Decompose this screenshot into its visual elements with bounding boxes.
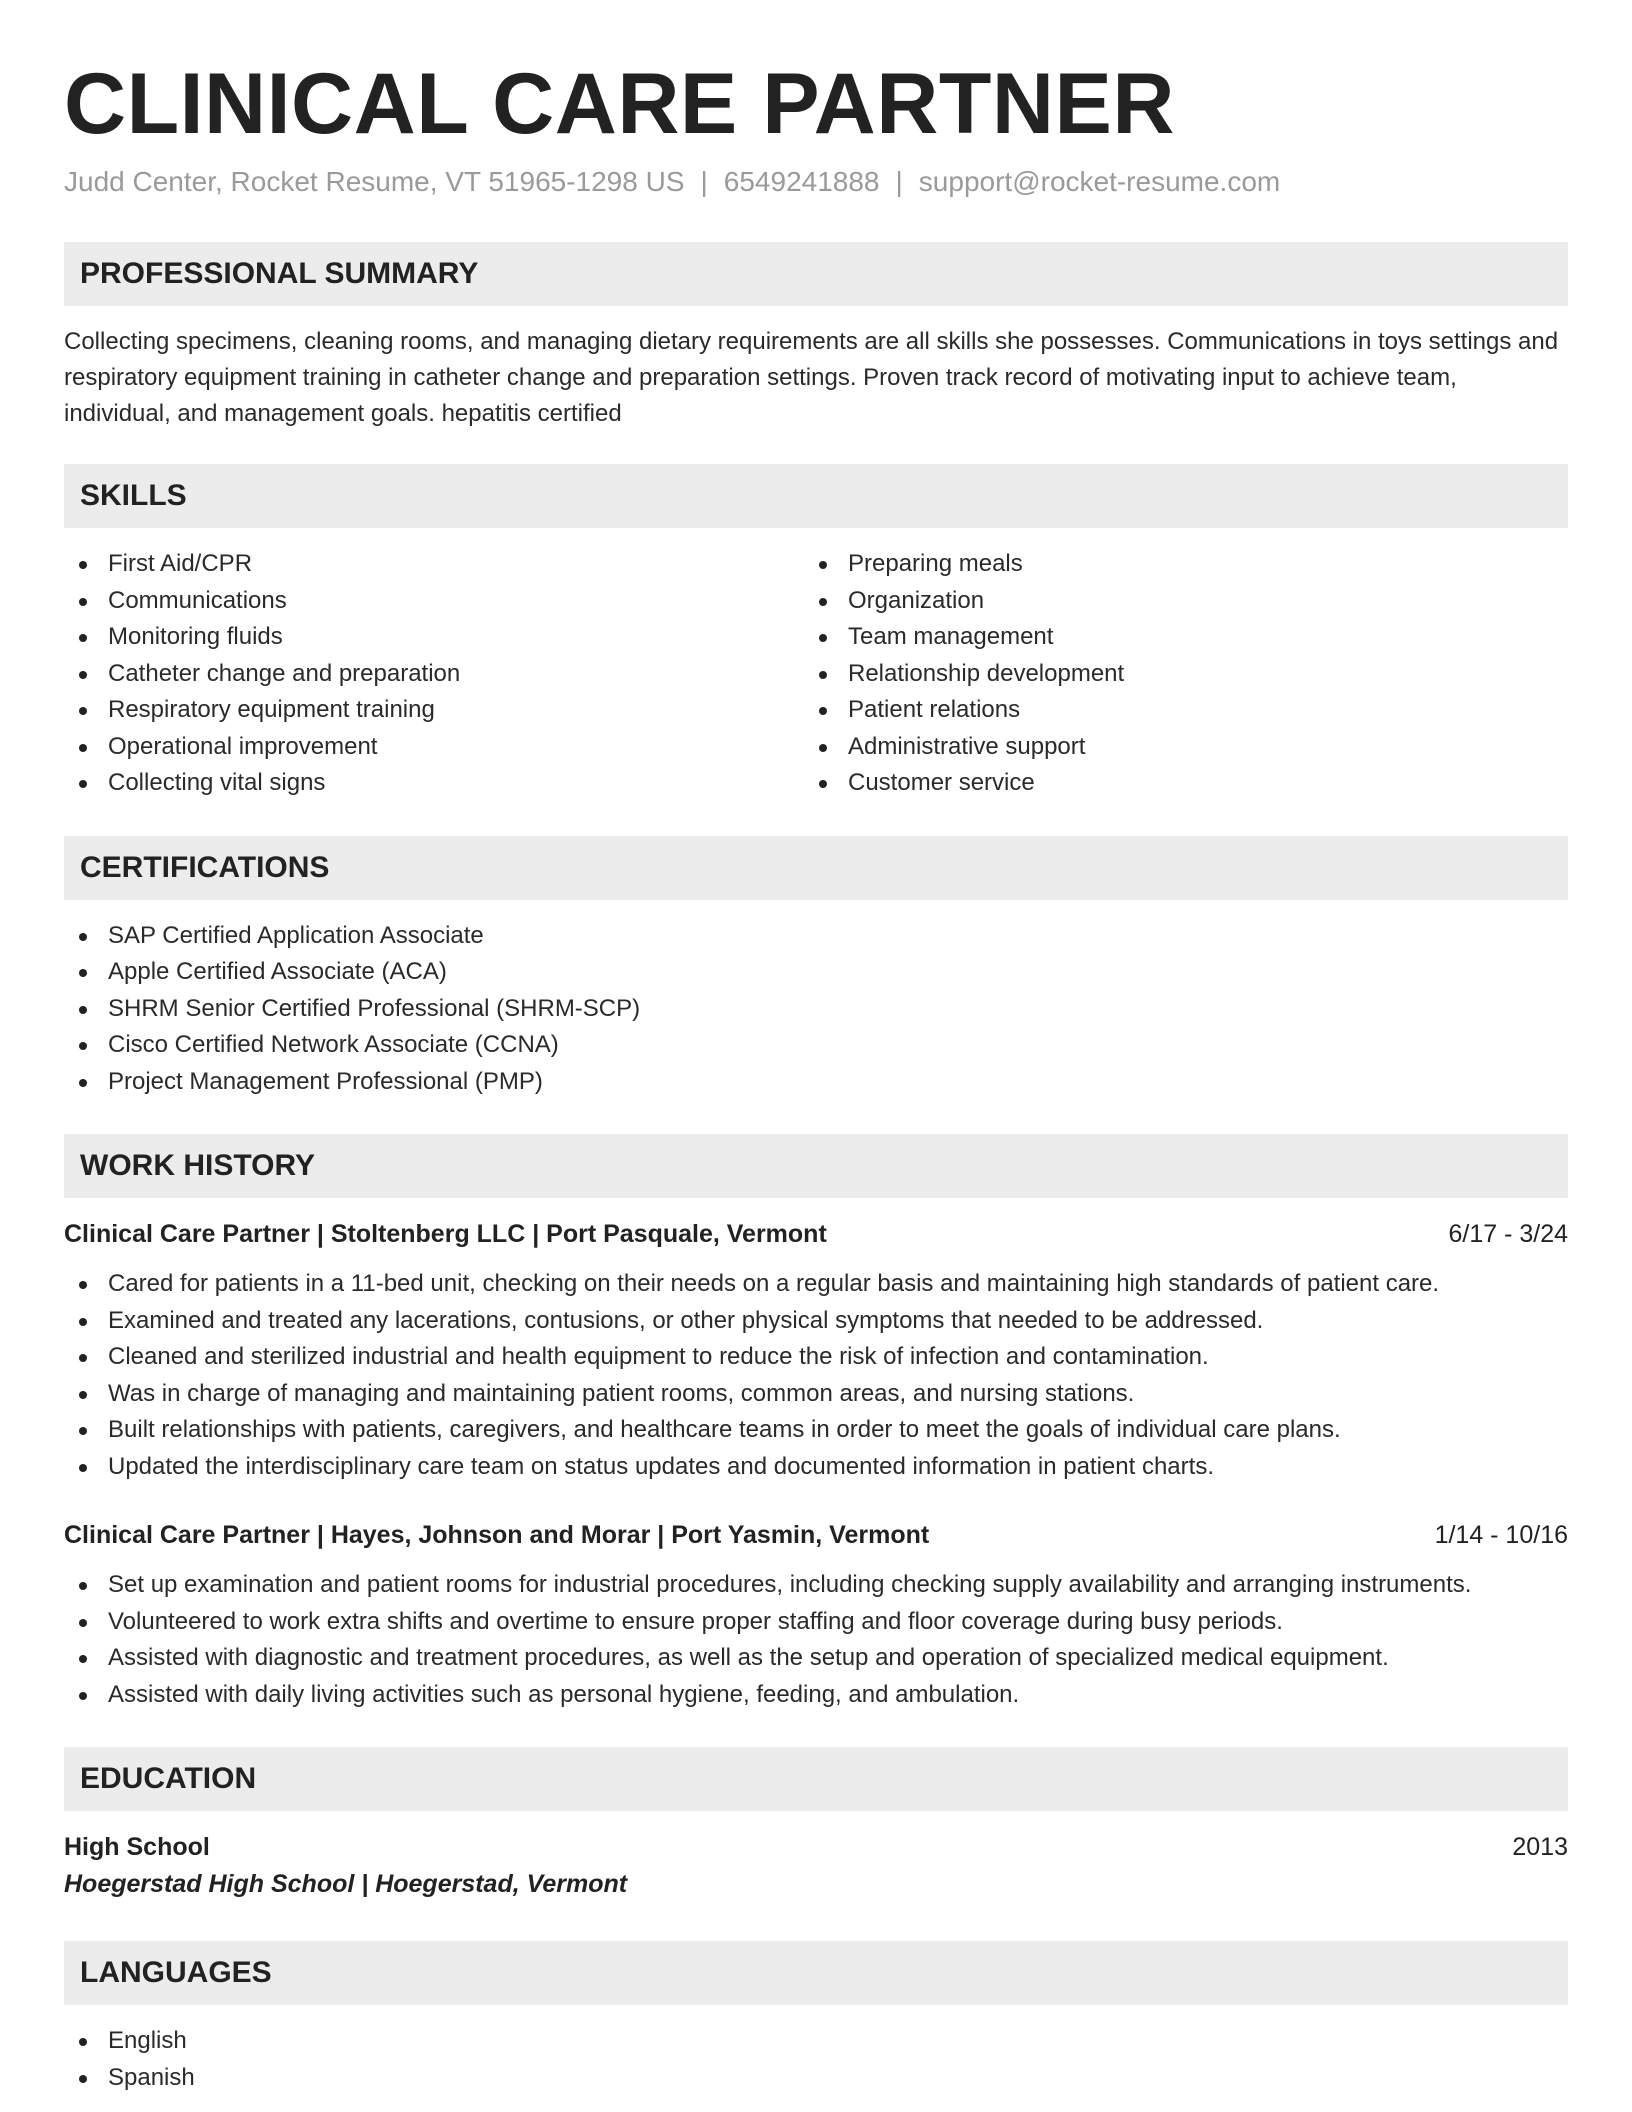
certification-item: Project Management Professional (PMP) (64, 1064, 1568, 1101)
skill-item: Relationship development (804, 656, 1544, 693)
job-bullet: Set up examination and patient rooms for industrial procedures, including checking supply availability and arranging instruments. (64, 1567, 1568, 1604)
job-bullet: Examined and treated any lacerations, contusions, or other physical symptoms that needed to be addressed. (64, 1303, 1568, 1340)
skill-item: Catheter change and preparation (64, 656, 804, 693)
contact-separator: | (895, 166, 903, 197)
job-entry (64, 1216, 1568, 1485)
section-header-education: EDUCATION (64, 1747, 1568, 1811)
job-dates: 1/14 - 10/16 (1434, 1521, 1568, 1549)
job-entry (64, 1517, 1568, 1713)
skill-item: Monitoring fluids (64, 619, 804, 656)
contact-separator: | (700, 166, 708, 197)
section-header-summary: PROFESSIONAL SUMMARY (64, 242, 1568, 306)
section-header-skills: SKILLS (64, 464, 1568, 528)
certifications-list (64, 918, 1568, 1101)
certification-item: Cisco Certified Network Associate (CCNA) (64, 1027, 1568, 1064)
skill-item: Customer service (804, 765, 1544, 802)
job-heading: Clinical Care Partner | Hayes, Johnson and Morar | Port Yasmin, Vermont (64, 1521, 930, 1549)
skill-item: Preparing meals (804, 546, 1544, 583)
languages-list (64, 2023, 1568, 2096)
summary-text: Collecting specimens, cleaning rooms, and managing dietary requirements are all skills she possesses. Communications in toys settings and respiratory equipment training in catheter change and preparation settings. Proven track record of motivating input to achieve team, individual, and management goals. hepatitis certified (64, 328, 1559, 427)
skill-item: First Aid/CPR (64, 546, 804, 583)
job-heading: Clinical Care Partner | Stoltenberg LLC | Port Pasquale, Vermont (64, 1220, 827, 1248)
job-header (64, 1517, 1568, 1553)
skill-item: Respiratory equipment training (64, 692, 804, 729)
education-year: 2013 (1512, 1833, 1568, 1861)
job-bullet: Cared for patients in a 11-bed unit, checking on their needs on a regular basis and maintaining high standards of patient care. (64, 1266, 1568, 1303)
skill-item: Administrative support (804, 729, 1544, 766)
job-header (64, 1216, 1568, 1252)
section-header-work-history: WORK HISTORY (64, 1134, 1568, 1198)
certification-item: SAP Certified Application Associate (64, 918, 1568, 955)
language-item: Spanish (64, 2060, 1568, 2097)
language-item: English (64, 2023, 1568, 2060)
job-bullet: Was in charge of managing and maintaining patient rooms, common areas, and nursing stations. (64, 1376, 1568, 1413)
job-bullet: Assisted with daily living activities such as personal hygiene, feeding, and ambulation. (64, 1677, 1568, 1714)
education-header (64, 1829, 1568, 1865)
education-school: Hoegerstad High School | Hoegerstad, Vermont (64, 1870, 628, 1898)
section-header-certifications: CERTIFICATIONS (64, 836, 1568, 900)
skill-item: Organization (804, 583, 1544, 620)
certification-item: Apple Certified Associate (ACA) (64, 954, 1568, 991)
certification-item: SHRM Senior Certified Professional (SHRM-SCP) (64, 991, 1568, 1028)
job-bullet: Assisted with diagnostic and treatment procedures, as well as the setup and operation of specialized medical equipment. (64, 1640, 1568, 1677)
skills-list-right (804, 546, 1544, 802)
skill-item: Operational improvement (64, 729, 804, 766)
skills-grid (64, 546, 1568, 802)
job-bullets (64, 1567, 1568, 1713)
contact-address: Judd Center, Rocket Resume, VT 51965-1298 US (64, 166, 685, 197)
section-header-languages: LANGUAGES (64, 1941, 1568, 2005)
job-bullet: Built relationships with patients, caregivers, and healthcare teams in order to meet the goals of individual care plans. (64, 1412, 1568, 1449)
skills-list-left (64, 546, 804, 802)
contact-phone: 6549241888 (723, 166, 880, 197)
skill-item: Communications (64, 583, 804, 620)
contact-line (64, 164, 1568, 200)
job-dates: 6/17 - 3/24 (1448, 1220, 1568, 1248)
skill-item: Team management (804, 619, 1544, 656)
job-bullet: Updated the interdisciplinary care team on status updates and documented information in patient charts. (64, 1449, 1568, 1486)
candidate-title: CLINICAL CARE PARTNER (64, 56, 1175, 152)
contact-email: support@rocket-resume.com (918, 166, 1281, 197)
skill-item: Collecting vital signs (64, 765, 804, 802)
job-bullet: Cleaned and sterilized industrial and health equipment to reduce the risk of infection and contamination. (64, 1339, 1568, 1376)
job-bullet: Volunteered to work extra shifts and overtime to ensure proper staffing and floor coverage during busy periods. (64, 1604, 1568, 1641)
job-bullets (64, 1266, 1568, 1485)
education-degree: High School (64, 1833, 210, 1861)
skill-item: Patient relations (804, 692, 1544, 729)
